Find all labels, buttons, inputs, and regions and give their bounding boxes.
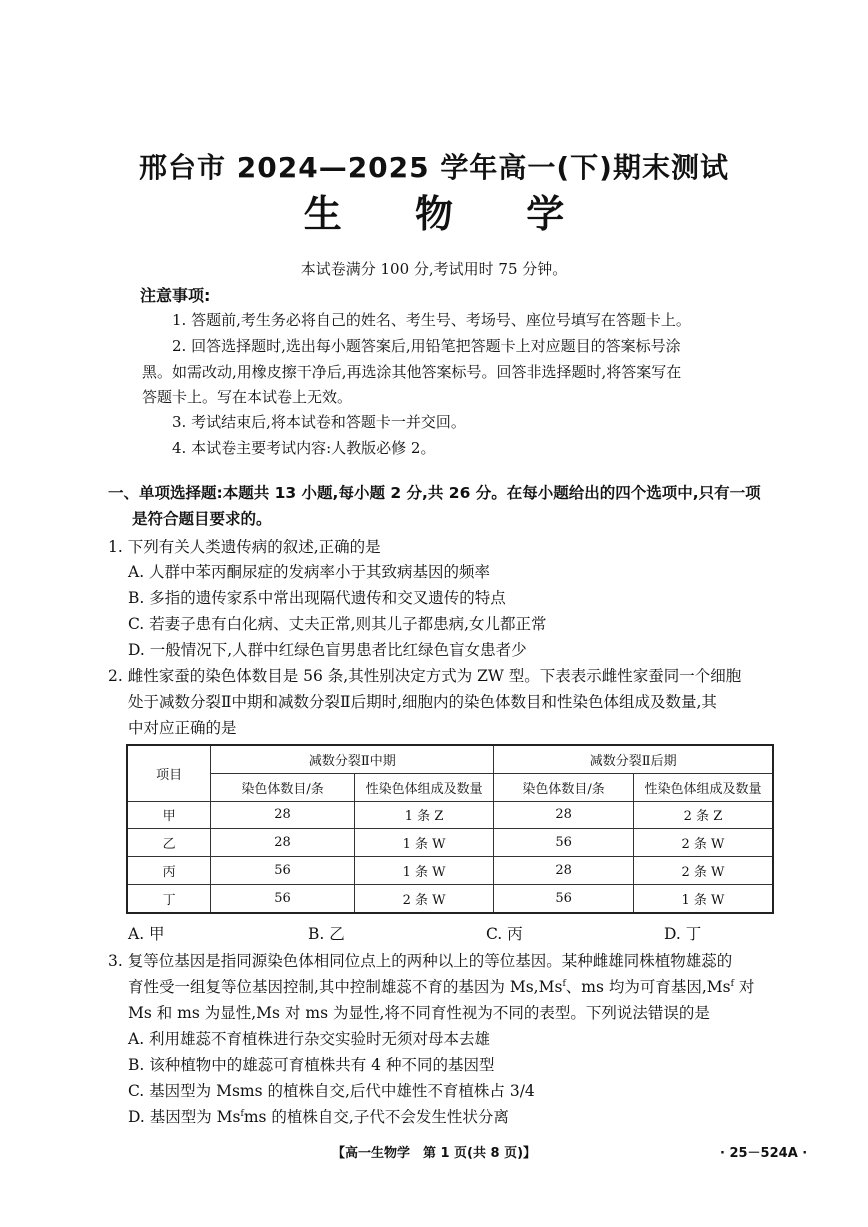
- question-1-option-d: D. 一般情况下,人群中红绿色盲男患者比红绿色盲女患者少: [128, 641, 527, 659]
- superscript: f: [240, 1108, 244, 1119]
- question-2-option-d: D. 丁: [664, 925, 702, 943]
- table-row: [127, 857, 773, 885]
- note-line-1: 1. 答题前,考生务必将自己的姓名、考生号、考场号、座位号填写在答题卡上。: [172, 311, 691, 329]
- table-cell: 乙: [127, 829, 211, 857]
- question-2-option-c: C. 丙: [486, 925, 523, 943]
- question-2-option-a: A. 甲: [128, 925, 165, 943]
- table-subheader: 染色体数目/条: [494, 773, 634, 801]
- chromosome-table: [126, 744, 774, 914]
- table-header-anaphase: 减数分裂Ⅱ后期: [494, 745, 773, 773]
- exam-info: 本试卷满分 100 分,考试用时 75 分钟。: [300, 260, 568, 278]
- note-line-4: 答题卡上。写在本试卷上无效。: [142, 388, 353, 406]
- text-segment: D. 基因型为 Ms: [128, 1108, 241, 1126]
- subject-title: 生 物 学: [303, 192, 595, 236]
- question-2-stem-1: 2. 雌性家蚕的染色体数目是 56 条,其性别决定方式为 ZW 型。下表表示雌性家蚕同一个细胞: [108, 667, 742, 685]
- note-line-6: 4. 本试卷主要考试内容:人教版必修 2。: [172, 439, 436, 457]
- table-subheader: 染色体数目/条: [211, 773, 355, 801]
- table-subheader: 性染色体组成及数量: [633, 773, 773, 801]
- question-3-option-d: [128, 1105, 509, 1127]
- table-cell: 28: [211, 801, 355, 829]
- question-3-option-b: B. 该种植物中的雄蕊可育植株共有 4 种不同的基因型: [128, 1056, 495, 1074]
- table-cell: 1 条 W: [633, 884, 773, 913]
- text-segment: 育性受一组复等位基因控制,其中控制雄蕊不育的基因为 Ms,Ms: [128, 978, 563, 996]
- table-cell: 28: [494, 857, 634, 885]
- superscript: f: [730, 978, 734, 989]
- question-3-stem-3: Ms 和 ms 为显性,Ms 对 ms 为显性,将不同育性视为不同的表型。下列说法错误的是: [128, 1004, 710, 1022]
- question-2-stem-3: 中对应正确的是: [128, 719, 237, 737]
- question-2-option-b: B. 乙: [308, 925, 345, 943]
- text-segment: 、ms 均为可育基因,Ms: [565, 978, 731, 996]
- question-3-option-a: A. 利用雄蕊不育植株进行杂交实验时无须对母本去雄: [128, 1030, 491, 1048]
- table-cell: 28: [494, 801, 634, 829]
- table-header-item: 项目: [127, 745, 211, 801]
- table-cell: 2 条 W: [633, 829, 773, 857]
- text-segment: 对: [733, 978, 755, 996]
- question-3-option-c: C. 基因型为 Msms 的植株自交,后代中雄性不育植株占 3/4: [128, 1082, 535, 1100]
- question-1-stem: 1. 下列有关人类遗传病的叙述,正确的是: [108, 538, 381, 556]
- table-cell: 甲: [127, 801, 211, 829]
- notes-heading: 注意事项:: [140, 286, 211, 305]
- table-cell: 丙: [127, 857, 211, 885]
- superscript: f: [562, 978, 566, 989]
- note-line-2: 2. 回答选择题时,选出每小题答案后,用铅笔把答题卡上对应题目的答案标号涂: [172, 337, 681, 355]
- note-line-3: 黑。如需改动,用橡皮擦干净后,再选涂其他答案标号。回答非选择题时,将答案写在: [142, 363, 682, 381]
- question-3-stem-1: 3. 复等位基因是指同源染色体相同位点上的两种以上的等位基因。某种雌雄同株植物雄蕊的: [108, 952, 733, 970]
- table-cell: 1 条 W: [354, 857, 494, 885]
- text-segment: ms 的植株自交,子代不会发生性状分离: [243, 1108, 509, 1126]
- section-heading: 一、单项选择题:本题共 13 小题,每小题 2 分,共 26 分。在每小题给出的四个选项中,只有一项: [108, 484, 761, 502]
- exam-title: 邢台市 2024—2025 学年高一(下)期末测试: [139, 151, 729, 184]
- note-line-5: 3. 考试结束后,将本试卷和答题卡一并交回。: [172, 413, 466, 431]
- exam-code: · 25－524A ·: [720, 1146, 808, 1161]
- table-cell: 2 条 W: [633, 857, 773, 885]
- table-cell: 2 条 W: [354, 884, 494, 913]
- page-footer: 【高一生物学 第 1 页(共 8 页)】: [331, 1146, 537, 1161]
- question-2-stem-2: 处于减数分裂Ⅱ中期和减数分裂Ⅱ后期时,细胞内的染色体数目和性染色体组成及数量,其: [128, 693, 717, 711]
- question-1-option-c: C. 若妻子患有白化病、丈夫正常,则其儿子都患病,女儿都正常: [128, 615, 547, 633]
- table-cell: 2 条 Z: [633, 801, 773, 829]
- table-row: [127, 884, 773, 913]
- table-row: [127, 829, 773, 857]
- table-cell: 28: [211, 829, 355, 857]
- table-cell: 1 条 W: [354, 829, 494, 857]
- table-subheader: 性染色体组成及数量: [354, 773, 494, 801]
- section-heading-cont: 是符合题目要求的。: [132, 510, 272, 528]
- question-3-stem-2: [128, 975, 754, 997]
- table-cell: 丁: [127, 884, 211, 913]
- table-header-metaphase: 减数分裂Ⅱ中期: [211, 745, 494, 773]
- question-1-option-a: A. 人群中苯丙酮尿症的发病率小于其致病基因的频率: [128, 563, 491, 581]
- table-cell: 56: [494, 884, 634, 913]
- table-cell: 56: [211, 857, 355, 885]
- table-row: [127, 801, 773, 829]
- table-cell: 1 条 Z: [354, 801, 494, 829]
- question-1-option-b: B. 多指的遗传家系中常出现隔代遗传和交叉遗传的特点: [128, 589, 506, 607]
- table-cell: 56: [494, 829, 634, 857]
- table-cell: 56: [211, 884, 355, 913]
